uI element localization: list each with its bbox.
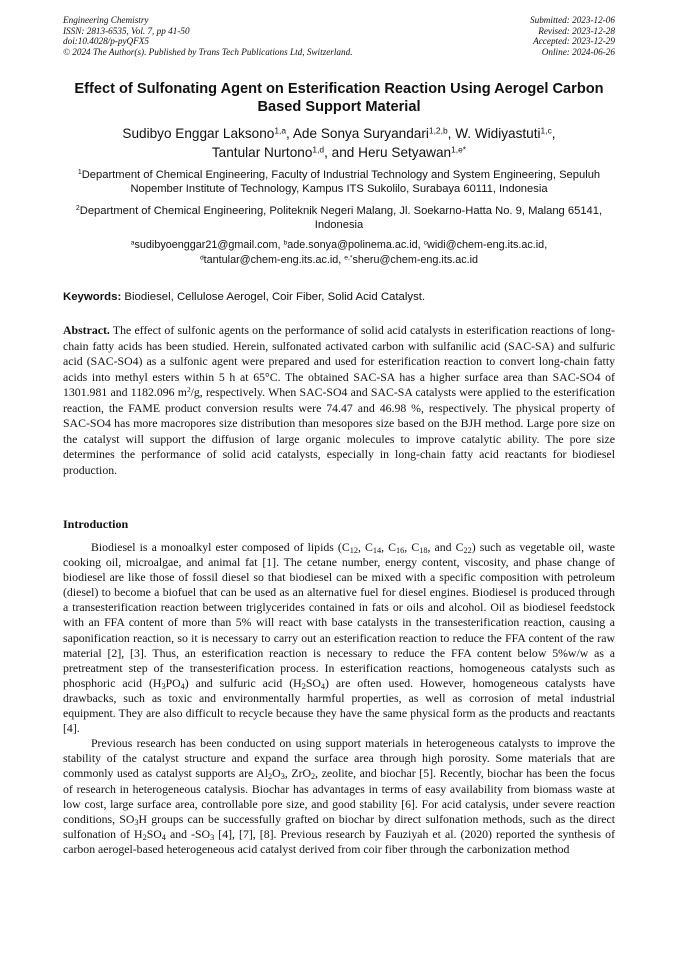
author-list: Sudibyo Enggar Laksono$^{1,a}$, Ade Sonya Suryandari$^{1,2,b}$, W. Widiyastuti$^{1,c}$, Tantular Nurtono$^{1,d}$, and Heru Setyawan$^{1,e*}$ <box>122 125 556 160</box>
revised-date: Revised: 2023-12-28 <box>538 25 615 36</box>
keywords-text: Biodiesel, Cellulose Aerogel, Coir Fiber, Solid Acid Catalyst. <box>124 291 426 303</box>
abstract-label: Abstract. <box>63 323 110 337</box>
abstract: Abstract. The effect of sulfonic agents on the performance of solid acid catalysts in esterification reactions of long-chain fatty acids has been studied. Herein, sulfonated activated carbon with sulfanilic acid (SAC-SA) and sulfuric acid (SAC-SO4) as a sulfonic agent were prepared and used for esterification reaction to convert long-chain fatty acids into methyl esters within 5 h at 65°C. The obtained SAC-SA has a higher surface area than SAC-SO4 of 1301.981 and 1182.096 $m^2/g$, respectively. When SAC-SO4 and SAC-SA catalysts were applied to the esterification reaction, the FAME product conversion results were 74.47 and 46.98 %, respectively. The physical property of SAC-SO4 has more macropores size distribution than mesopores size based on the BJH method. Large pore size on the catalyst will support the diffusion of large organic molecules to improve catalytic ability. The pore size determines the performance of solid acid catalysts, especially in long-chain fatty acid reactants for biodiesel production. <box>63 323 615 477</box>
author: Heru Setyawan <box>358 145 452 160</box>
affiliation-1: $^1$Department of Chemical Engineering, Faculty of Industrial Technology and System Engineering, Sepuluh Nopember Institute of Technology, Kampus ITS Sukolilo, Surabaya 60111, Indonesia <box>77 169 601 195</box>
doi[interactable]: doi:10.4028/p-pyQFX5 <box>63 36 149 47</box>
email[interactable]: widi@chem-eng.its.ac.id, <box>427 239 548 251</box>
accepted-date: Accepted: 2023-12-29 <box>533 36 615 47</box>
copyright: © 2024 The Author(s). Published by Trans Tech Publications Ltd, Switzerland. <box>63 46 353 57</box>
online-date: Online: 2024-06-26 <box>541 46 615 57</box>
email[interactable]: sheru@chem-eng.its.ac.id <box>352 254 479 266</box>
journal-info <box>63 15 353 57</box>
author: Tantular Nurtono <box>211 145 313 160</box>
author: W. Widiyastuti <box>455 126 541 141</box>
email[interactable]: ade.sonya@polinema.ac.id, <box>287 239 421 251</box>
paragraph: Previous research has been conducted on using support materials in heterogeneous catalysts to improve the stability of the catalyst structure and expand the surface area through high porosity. Some materials that are commonly used as catalyst supports are $Al_2O_3$, ZrO$_2$, zeolite, and biochar [5]. Recently, biochar has been the focus of research in heterogeneous catalysis. Biochar has advantages in terms of easy availability from biomass waste at low cost, large surface area, controllable pore size, and good stability [6]. For acid catalysis, under severe reaction conditions, $SO_3H$ groups can be successfully grafted on biochar by direct sulfonation methods, such as the direct sulfonation of $H_2SO_4$ and $-SO_3$ [4], [7], [8]. Previous research by Fauziyah et al. (2020) reported the synthesis of carbon aerogel-based heterogeneous acid catalyst derived from coir fiber through the carbonization method <box>63 736 616 856</box>
introduction-body <box>63 540 615 857</box>
affiliation-2: $^2$Department of Chemical Engineering, Politeknik Negeri Malang, Jl. Soekarno-Hatta No. 9, Malang 65141, Indonesia <box>75 205 603 231</box>
issn: ISSN: 2813-6535, Vol. 7, pp 41-50 <box>63 25 190 36</box>
keywords <box>63 290 615 304</box>
dates <box>530 15 615 57</box>
email[interactable]: tantular@chem-eng.its.ac.id, <box>203 254 342 266</box>
email-list: $^a$sudibyoenggar21@gmail.com, $^b$ade.sonya@polinema.ac.id, $^c$widi@chem-eng.its.ac.id, $^d$tantular@chem-eng.its.ac.id, $^{e,*}$sheru@chem-eng.its.ac.id <box>130 239 548 266</box>
submitted-date: Submitted: 2023-12-06 <box>530 15 615 25</box>
journal-name: Engineering Chemistry <box>63 15 149 25</box>
paper-title: Effect of Sulfonating Agent on Esterification Reaction Using Aerogel Carbon Based Support Material <box>74 81 604 115</box>
author: Sudibyo Enggar Laksono <box>122 126 275 141</box>
keywords-label: Keywords: <box>63 291 122 303</box>
author: Ade Sonya Suryandari <box>292 126 429 141</box>
email[interactable]: sudibyoenggar21@gmail.com, <box>134 239 281 251</box>
paragraph: Biodiesel is a monoalkyl ester composed of lipids ($C_{12}$, $C_{14}$, $C_{16}$, $C_{18}$, and $C_{22}$) such as vegetable oil, waste cooking oil, microalgae, and animal fat [1]. The cetane number, energy content, viscosity, and phase change of biodiesel are like those of fossil diesel so that biodiesel can be mixed with a specific composition with petroleum (diesel) to become a biofuel that can be used as an alternative fuel for diesel engines. Biodiesel is produced through a transesterification reaction between triglycerides contained in fats or oils and alcohol. Oil as biodiesel feedstock with an FFA content of more than 5% will react with base catalysts in the transesterification reaction, causing a saponification reaction, so it is necessary to carry out an esterification reaction to reduce the FFA content of the raw material [2], [3]. Thus, an esterification reaction is necessary to reduce the FFA content below 5%w/w as a pretreatment step of the transesterification process. In esterification reactions, homogeneous catalysts such as phosphoric acid $(H_3PO_4)$ and sulfuric acid $(H_2SO_4)$ are often used. However, homogeneous catalysts have drawbacks, such as toxic and environmentally harmful properties, as well as corrosion of metal industrial equipment. They are also difficult to recycle because they have the same physical form as the products and reactants [4]. <box>63 540 616 736</box>
section-heading: Introduction <box>63 517 129 531</box>
